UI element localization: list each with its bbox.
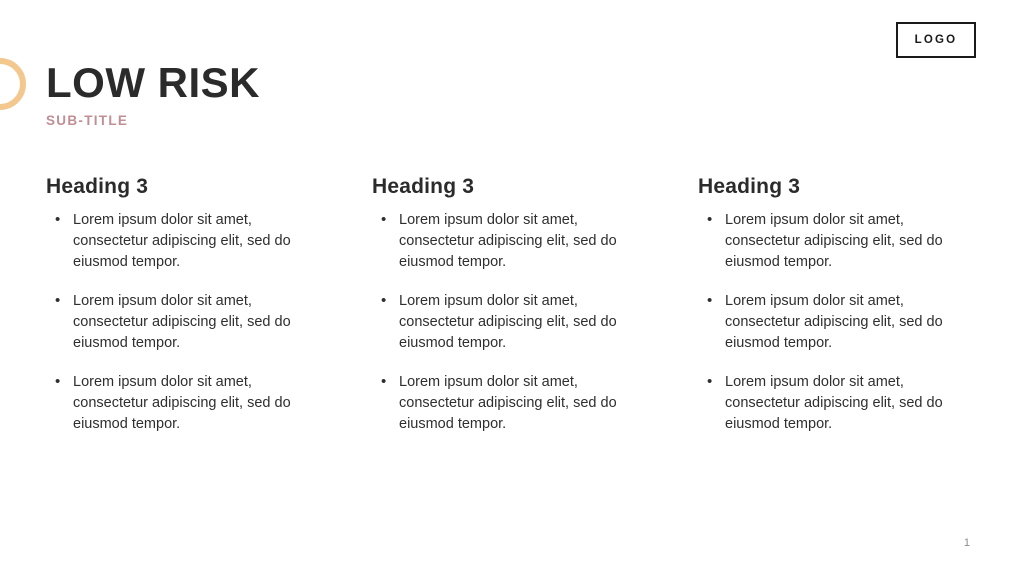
list-item: • Lorem ipsum dolor sit amet, consectetur adipiscing elit, sed do eiusmod tempor. bbox=[698, 291, 975, 354]
logo-text: LOGO bbox=[914, 34, 958, 46]
list-item: • Lorem ipsum dolor sit amet, consectetur adipiscing elit, sed do eiusmod tempor. bbox=[46, 372, 323, 435]
page-number: 1 bbox=[963, 537, 970, 549]
list-item: • Lorem ipsum dolor sit amet, consectetur adipiscing elit, sed do eiusmod tempor. bbox=[46, 210, 323, 273]
bullet-list bbox=[46, 210, 323, 435]
column-heading: Heading 3 bbox=[698, 175, 801, 198]
bullet-list bbox=[698, 210, 975, 435]
column-2 bbox=[372, 175, 649, 435]
column-heading: Heading 3 bbox=[46, 175, 149, 198]
column-1 bbox=[46, 175, 323, 435]
list-item: • Lorem ipsum dolor sit amet, consectetur adipiscing elit, sed do eiusmod tempor. bbox=[46, 291, 323, 354]
content-columns bbox=[46, 175, 976, 435]
decorative-ring bbox=[0, 58, 26, 110]
column-heading: Heading 3 bbox=[372, 175, 475, 198]
list-item: • Lorem ipsum dolor sit amet, consectetur adipiscing elit, sed do eiusmod tempor. bbox=[372, 372, 649, 435]
logo-placeholder bbox=[896, 22, 976, 58]
list-item: • Lorem ipsum dolor sit amet, consectetur adipiscing elit, sed do eiusmod tempor. bbox=[372, 210, 649, 273]
list-item: • Lorem ipsum dolor sit amet, consectetur adipiscing elit, sed do eiusmod tempor. bbox=[698, 372, 975, 435]
page-title: LOW RISK bbox=[46, 59, 260, 106]
page-subtitle: SUB-TITLE bbox=[46, 113, 129, 128]
list-item: • Lorem ipsum dolor sit amet, consectetur adipiscing elit, sed do eiusmod tempor. bbox=[698, 210, 975, 273]
column-3 bbox=[698, 175, 975, 435]
list-item: • Lorem ipsum dolor sit amet, consectetur adipiscing elit, sed do eiusmod tempor. bbox=[372, 291, 649, 354]
title-block bbox=[46, 59, 260, 128]
bullet-list bbox=[372, 210, 649, 435]
